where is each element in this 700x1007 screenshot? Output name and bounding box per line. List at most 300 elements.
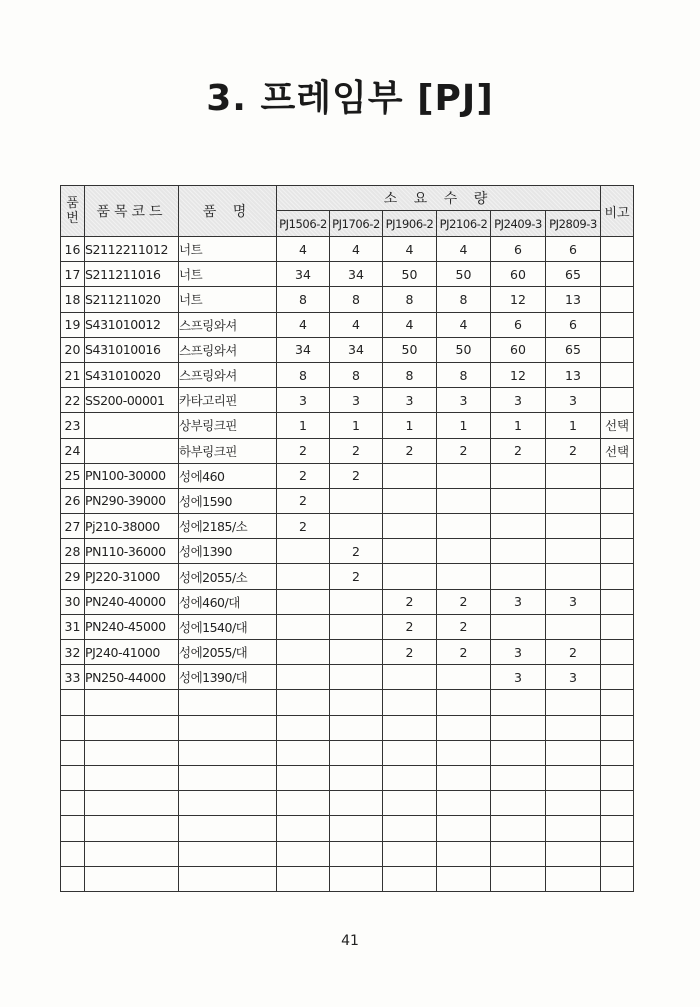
quantity-cell — [437, 765, 491, 790]
quantity-cell: 8 — [437, 362, 491, 387]
quantity-cell — [491, 715, 546, 740]
item-code — [85, 866, 179, 891]
header-quantity-group: 소 요 수 량 — [277, 186, 601, 211]
item-name: 성에1390 — [179, 539, 277, 564]
remark-cell — [601, 740, 634, 765]
item-number: 22 — [61, 388, 85, 413]
quantity-cell: 1 — [330, 413, 383, 438]
quantity-cell — [277, 589, 330, 614]
remark-cell — [601, 514, 634, 539]
quantity-cell: 3 — [491, 665, 546, 690]
table-row — [61, 237, 634, 262]
quantity-cell: 2 — [437, 614, 491, 639]
quantity-cell — [383, 816, 437, 841]
quantity-cell: 2 — [491, 438, 546, 463]
quantity-cell: 4 — [330, 312, 383, 337]
quantity-cell — [437, 564, 491, 589]
item-number: 25 — [61, 463, 85, 488]
quantity-cell: 2 — [546, 640, 601, 665]
quantity-cell — [437, 791, 491, 816]
remark-cell — [601, 715, 634, 740]
quantity-cell — [491, 791, 546, 816]
quantity-cell — [383, 740, 437, 765]
quantity-cell: 60 — [491, 337, 546, 362]
item-code: Pj210-38000 — [85, 514, 179, 539]
quantity-cell — [546, 841, 601, 866]
quantity-cell — [383, 514, 437, 539]
quantity-cell: 34 — [277, 337, 330, 362]
item-name: 스프링와셔 — [179, 312, 277, 337]
quantity-cell — [277, 765, 330, 790]
remark-cell — [601, 237, 634, 262]
item-name: 너트 — [179, 237, 277, 262]
remark-cell — [601, 866, 634, 891]
quantity-cell — [277, 665, 330, 690]
table-header — [61, 186, 634, 237]
quantity-cell — [546, 816, 601, 841]
item-number — [61, 791, 85, 816]
quantity-cell: 2 — [277, 488, 330, 513]
quantity-cell: 8 — [330, 362, 383, 387]
item-code: S431010012 — [85, 312, 179, 337]
header-model: PJ2106-2 — [437, 211, 491, 237]
quantity-cell: 4 — [383, 237, 437, 262]
item-name: 너트 — [179, 262, 277, 287]
header-model: PJ1506-2 — [277, 211, 330, 237]
quantity-cell: 6 — [491, 312, 546, 337]
item-number: 18 — [61, 287, 85, 312]
quantity-cell — [330, 640, 383, 665]
table-row — [61, 438, 634, 463]
remark-cell — [601, 362, 634, 387]
quantity-cell — [437, 690, 491, 715]
quantity-cell: 2 — [277, 463, 330, 488]
item-name — [179, 866, 277, 891]
quantity-cell: 3 — [546, 388, 601, 413]
quantity-cell — [330, 715, 383, 740]
quantity-cell: 4 — [277, 237, 330, 262]
table-row — [61, 589, 634, 614]
item-code: PN250-44000 — [85, 665, 179, 690]
quantity-cell: 2 — [437, 640, 491, 665]
header-item-name: 품 명 — [179, 186, 277, 237]
quantity-cell — [437, 514, 491, 539]
item-name: 성에2185/소 — [179, 514, 277, 539]
quantity-cell: 2 — [383, 438, 437, 463]
table-row — [61, 791, 634, 816]
item-number: 21 — [61, 362, 85, 387]
item-code: PN100-30000 — [85, 463, 179, 488]
item-code — [85, 413, 179, 438]
quantity-cell: 13 — [546, 362, 601, 387]
quantity-cell: 1 — [437, 413, 491, 438]
item-code — [85, 740, 179, 765]
quantity-cell: 3 — [546, 665, 601, 690]
quantity-cell — [437, 715, 491, 740]
quantity-cell — [383, 463, 437, 488]
item-number: 29 — [61, 564, 85, 589]
item-number: 33 — [61, 665, 85, 690]
header-item-no-label: 품번 — [66, 196, 79, 226]
remark-cell — [601, 690, 634, 715]
quantity-cell — [546, 514, 601, 539]
quantity-cell: 2 — [330, 438, 383, 463]
table-row — [61, 539, 634, 564]
quantity-cell: 4 — [383, 312, 437, 337]
quantity-cell — [383, 690, 437, 715]
table-row — [61, 715, 634, 740]
remark-cell — [601, 337, 634, 362]
item-number: 16 — [61, 237, 85, 262]
table-body — [61, 237, 634, 892]
quantity-cell: 3 — [383, 388, 437, 413]
quantity-cell: 2 — [546, 438, 601, 463]
quantity-cell: 50 — [437, 337, 491, 362]
quantity-cell — [383, 539, 437, 564]
quantity-cell — [277, 564, 330, 589]
quantity-cell — [437, 488, 491, 513]
quantity-cell: 3 — [277, 388, 330, 413]
quantity-cell — [491, 765, 546, 790]
item-name: 성에2055/소 — [179, 564, 277, 589]
page-number: 41 — [341, 933, 359, 949]
remark-cell — [601, 463, 634, 488]
table-row — [61, 841, 634, 866]
quantity-cell — [546, 690, 601, 715]
quantity-cell — [383, 564, 437, 589]
quantity-cell — [491, 841, 546, 866]
quantity-cell — [546, 488, 601, 513]
quantity-cell — [277, 715, 330, 740]
remark-cell — [601, 262, 634, 287]
remark-cell — [601, 665, 634, 690]
item-code: S431010020 — [85, 362, 179, 387]
quantity-cell: 8 — [437, 287, 491, 312]
quantity-cell — [546, 740, 601, 765]
remark-cell — [601, 564, 634, 589]
item-code — [85, 438, 179, 463]
quantity-cell: 4 — [437, 237, 491, 262]
quantity-cell — [437, 841, 491, 866]
item-name: 하부링크핀 — [179, 438, 277, 463]
item-name: 상부링크핀 — [179, 413, 277, 438]
quantity-cell — [491, 690, 546, 715]
quantity-cell — [437, 539, 491, 564]
item-name: 성에460/대 — [179, 589, 277, 614]
remark-cell — [601, 589, 634, 614]
table-row — [61, 362, 634, 387]
remark-cell: 선택 — [601, 438, 634, 463]
item-name: 스프링와셔 — [179, 337, 277, 362]
quantity-cell — [330, 841, 383, 866]
quantity-cell: 2 — [277, 514, 330, 539]
quantity-cell — [330, 665, 383, 690]
quantity-cell — [277, 816, 330, 841]
item-name: 너트 — [179, 287, 277, 312]
quantity-cell: 8 — [383, 362, 437, 387]
quantity-cell: 1 — [277, 413, 330, 438]
quantity-cell: 3 — [491, 388, 546, 413]
quantity-cell — [491, 514, 546, 539]
quantity-cell — [383, 866, 437, 891]
table-row — [61, 640, 634, 665]
quantity-cell: 50 — [383, 262, 437, 287]
quantity-cell: 2 — [330, 539, 383, 564]
item-number: 19 — [61, 312, 85, 337]
item-name: 성에1590 — [179, 488, 277, 513]
item-number: 27 — [61, 514, 85, 539]
quantity-cell — [437, 665, 491, 690]
table-row — [61, 514, 634, 539]
quantity-cell: 3 — [491, 640, 546, 665]
item-code: PN240-45000 — [85, 614, 179, 639]
item-code — [85, 765, 179, 790]
item-name: 스프링와셔 — [179, 362, 277, 387]
quantity-cell: 34 — [330, 337, 383, 362]
quantity-cell — [277, 791, 330, 816]
quantity-cell — [277, 740, 330, 765]
header-model: PJ2809-3 — [546, 211, 601, 237]
quantity-cell — [330, 589, 383, 614]
header-item-code: 품목코드 — [85, 186, 179, 237]
quantity-cell — [383, 665, 437, 690]
quantity-cell — [330, 740, 383, 765]
quantity-cell: 8 — [277, 287, 330, 312]
quantity-cell — [330, 488, 383, 513]
quantity-cell: 6 — [491, 237, 546, 262]
item-name: 카타고리핀 — [179, 388, 277, 413]
remark-cell — [601, 614, 634, 639]
item-number: 32 — [61, 640, 85, 665]
quantity-cell — [546, 715, 601, 740]
header-model: PJ1906-2 — [383, 211, 437, 237]
quantity-cell — [330, 765, 383, 790]
table-row — [61, 866, 634, 891]
item-number: 23 — [61, 413, 85, 438]
quantity-cell — [437, 866, 491, 891]
remark-cell — [601, 791, 634, 816]
quantity-cell — [546, 765, 601, 790]
header-model: PJ2409-3 — [491, 211, 546, 237]
item-code: PN110-36000 — [85, 539, 179, 564]
quantity-cell: 34 — [277, 262, 330, 287]
quantity-cell: 4 — [437, 312, 491, 337]
quantity-cell: 8 — [330, 287, 383, 312]
quantity-cell: 2 — [383, 589, 437, 614]
item-code — [85, 715, 179, 740]
item-number — [61, 740, 85, 765]
quantity-cell: 3 — [330, 388, 383, 413]
quantity-cell: 4 — [277, 312, 330, 337]
item-code: PN290-39000 — [85, 488, 179, 513]
item-name — [179, 816, 277, 841]
item-code — [85, 816, 179, 841]
quantity-cell — [491, 564, 546, 589]
item-name: 성에1390/대 — [179, 665, 277, 690]
quantity-cell: 13 — [546, 287, 601, 312]
quantity-cell: 2 — [383, 640, 437, 665]
table-row — [61, 488, 634, 513]
item-number: 20 — [61, 337, 85, 362]
quantity-cell — [437, 740, 491, 765]
remark-cell — [601, 312, 634, 337]
header-remark: 비고 — [601, 186, 634, 237]
quantity-cell — [383, 841, 437, 866]
item-name — [179, 690, 277, 715]
quantity-cell: 6 — [546, 312, 601, 337]
quantity-cell: 3 — [491, 589, 546, 614]
item-code: SS200-00001 — [85, 388, 179, 413]
quantity-cell — [546, 463, 601, 488]
item-name: 성에2055/대 — [179, 640, 277, 665]
quantity-cell: 1 — [546, 413, 601, 438]
item-number: 28 — [61, 539, 85, 564]
quantity-cell — [383, 765, 437, 790]
item-name — [179, 740, 277, 765]
remark-cell — [601, 539, 634, 564]
item-code: PJ240-41000 — [85, 640, 179, 665]
quantity-cell: 2 — [437, 589, 491, 614]
table-row — [61, 765, 634, 790]
quantity-cell: 2 — [330, 463, 383, 488]
quantity-cell — [383, 791, 437, 816]
quantity-cell: 1 — [383, 413, 437, 438]
table-row — [61, 262, 634, 287]
quantity-cell — [330, 791, 383, 816]
item-number — [61, 841, 85, 866]
quantity-cell — [491, 463, 546, 488]
quantity-cell: 12 — [491, 362, 546, 387]
quantity-cell: 2 — [277, 438, 330, 463]
table-row — [61, 564, 634, 589]
item-code: S211211016 — [85, 262, 179, 287]
item-number: 30 — [61, 589, 85, 614]
item-number — [61, 765, 85, 790]
quantity-cell: 2 — [437, 438, 491, 463]
quantity-cell — [437, 463, 491, 488]
quantity-cell: 2 — [383, 614, 437, 639]
quantity-cell — [546, 539, 601, 564]
item-number — [61, 866, 85, 891]
item-name: 성에1540/대 — [179, 614, 277, 639]
table-row — [61, 614, 634, 639]
quantity-cell — [330, 614, 383, 639]
remark-cell — [601, 816, 634, 841]
table-row — [61, 816, 634, 841]
remark-cell — [601, 488, 634, 513]
quantity-cell: 2 — [330, 564, 383, 589]
item-number: 24 — [61, 438, 85, 463]
remark-cell — [601, 640, 634, 665]
header-item-no — [61, 186, 85, 237]
item-number — [61, 816, 85, 841]
item-code: PJ220-31000 — [85, 564, 179, 589]
quantity-cell — [546, 791, 601, 816]
item-name — [179, 791, 277, 816]
quantity-cell — [277, 614, 330, 639]
remark-cell: 선택 — [601, 413, 634, 438]
quantity-cell — [546, 614, 601, 639]
quantity-cell — [330, 690, 383, 715]
quantity-cell — [277, 866, 330, 891]
quantity-cell: 3 — [437, 388, 491, 413]
item-name — [179, 765, 277, 790]
quantity-cell: 6 — [546, 237, 601, 262]
table-row — [61, 690, 634, 715]
quantity-cell — [437, 816, 491, 841]
quantity-cell — [277, 539, 330, 564]
item-number — [61, 715, 85, 740]
quantity-cell — [491, 539, 546, 564]
quantity-cell: 65 — [546, 337, 601, 362]
item-number: 17 — [61, 262, 85, 287]
table-row — [61, 388, 634, 413]
item-name: 성에460 — [179, 463, 277, 488]
quantity-cell: 3 — [546, 589, 601, 614]
item-code — [85, 791, 179, 816]
item-code: S2112211012 — [85, 237, 179, 262]
quantity-cell: 34 — [330, 262, 383, 287]
table-row — [61, 287, 634, 312]
item-code: PN240-40000 — [85, 589, 179, 614]
remark-cell — [601, 765, 634, 790]
header-model: PJ1706-2 — [330, 211, 383, 237]
table-row — [61, 665, 634, 690]
quantity-cell: 12 — [491, 287, 546, 312]
quantity-cell — [383, 488, 437, 513]
item-code — [85, 841, 179, 866]
remark-cell — [601, 388, 634, 413]
quantity-cell — [491, 614, 546, 639]
table-row — [61, 337, 634, 362]
quantity-cell — [277, 841, 330, 866]
item-name — [179, 841, 277, 866]
item-code: S211211020 — [85, 287, 179, 312]
quantity-cell — [330, 816, 383, 841]
quantity-cell — [383, 715, 437, 740]
parts-table — [60, 185, 634, 892]
table-row — [61, 463, 634, 488]
remark-cell — [601, 287, 634, 312]
quantity-cell — [491, 816, 546, 841]
table-row — [61, 312, 634, 337]
quantity-cell — [546, 564, 601, 589]
page-title: 3. 프레임부 [PJ] — [206, 78, 494, 119]
quantity-cell — [546, 866, 601, 891]
quantity-cell: 8 — [383, 287, 437, 312]
table-row — [61, 413, 634, 438]
quantity-cell — [277, 640, 330, 665]
quantity-cell: 50 — [383, 337, 437, 362]
quantity-cell: 4 — [330, 237, 383, 262]
quantity-cell — [491, 866, 546, 891]
table-row — [61, 740, 634, 765]
quantity-cell — [330, 514, 383, 539]
remark-cell — [601, 841, 634, 866]
quantity-cell: 8 — [277, 362, 330, 387]
quantity-cell: 1 — [491, 413, 546, 438]
quantity-cell — [330, 866, 383, 891]
item-number: 31 — [61, 614, 85, 639]
quantity-cell: 50 — [437, 262, 491, 287]
quantity-cell — [491, 488, 546, 513]
quantity-cell: 60 — [491, 262, 546, 287]
item-code: S431010016 — [85, 337, 179, 362]
quantity-cell: 65 — [546, 262, 601, 287]
item-name — [179, 715, 277, 740]
item-number: 26 — [61, 488, 85, 513]
quantity-cell — [277, 690, 330, 715]
